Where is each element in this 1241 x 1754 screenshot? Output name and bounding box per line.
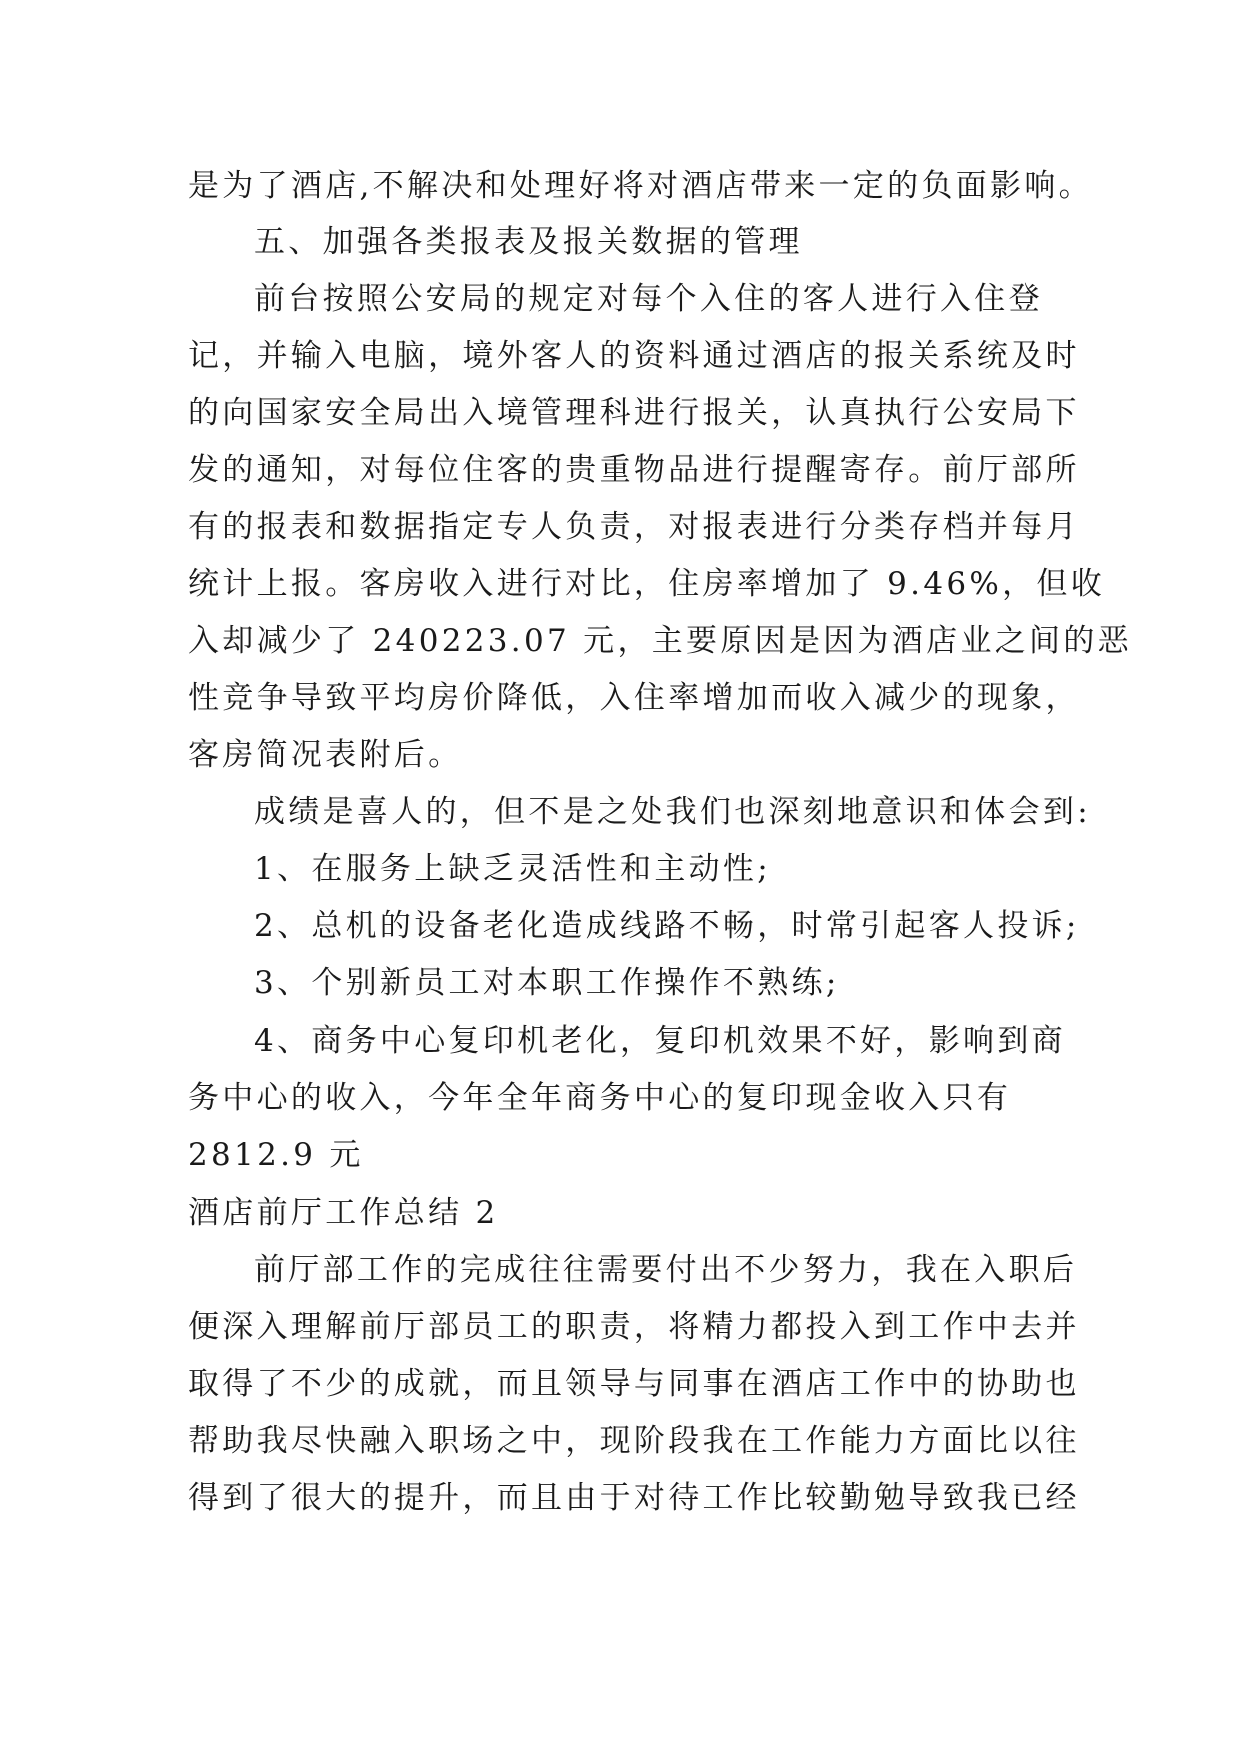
- text-line: 客房简况表附后。: [188, 737, 463, 773]
- text-line: 2812.9 元: [188, 1137, 364, 1173]
- section-heading: 五、加强各类报表及报关数据的管理: [254, 224, 803, 260]
- text-line: 得到了很大的提升，而且由于对待工作比较勤勉导致我已经: [188, 1480, 1080, 1516]
- list-item: 2、总机的设备老化造成线路不畅，时常引起客人投诉;: [254, 908, 1080, 944]
- text-line: 前厅部工作的完成往往需要付出不少努力，我在入职后: [254, 1252, 1078, 1288]
- text-line: 发的通知，对每位住客的贵重物品进行提醒寄存。前厅部所: [188, 452, 1080, 488]
- list-item: 3、个别新员工对本职工作操作不熟练;: [254, 965, 840, 1001]
- document-title: 酒店前厅工作总结 2: [188, 1195, 499, 1231]
- text-line: 务中心的收入，今年全年商务中心的复印现金收入只有: [188, 1080, 1012, 1116]
- text-line: 是为了酒店,不解决和处理好将对酒店带来一定的负面影响。: [188, 168, 1093, 204]
- text-line: 性竞争导致平均房价降低，入住率增加而收入减少的现象，: [188, 680, 1080, 716]
- text-line: 有的报表和数据指定专人负责，对报表进行分类存档并每月: [188, 509, 1080, 545]
- text-line: 成绩是喜人的，但不是之处我们也深刻地意识和体会到:: [254, 794, 1091, 830]
- list-item: 4、商务中心复印机老化，复印机效果不好，影响到商: [254, 1023, 1066, 1059]
- text-line: 帮助我尽快融入职场之中，现阶段我在工作能力方面比以往: [188, 1423, 1080, 1459]
- text-line: 记，并输入电脑，境外客人的资料通过酒店的报关系统及时: [188, 338, 1080, 374]
- text-line: 入却减少了 240223.07 元，主要原因是因为酒店业之间的恶: [188, 623, 1132, 659]
- text-line: 的向国家安全局出入境管理科进行报关，认真执行公安局下: [188, 395, 1080, 431]
- text-line: 统计上报。客房收入进行对比，住房率增加了 9.46%，但收: [188, 566, 1106, 602]
- text-line: 前台按照公安局的规定对每个入住的客人进行入住登: [254, 281, 1043, 317]
- text-line: 便深入理解前厅部员工的职责，将精力都投入到工作中去并: [188, 1309, 1080, 1345]
- text-line: 取得了不少的成就，而且领导与同事在酒店工作中的协助也: [188, 1366, 1080, 1402]
- list-item: 1、在服务上缺乏灵活性和主动性;: [254, 851, 771, 887]
